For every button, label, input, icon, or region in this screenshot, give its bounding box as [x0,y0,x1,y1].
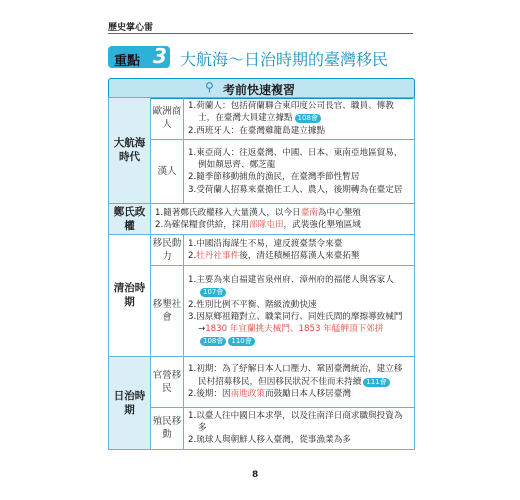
exam-badge: 108會 [295,114,321,123]
list-item: 2.隨季節移動捕魚的漁民，在臺灣季節性暫居 [188,172,360,183]
subcategory-label: 歐洲商人 [152,106,182,131]
list-item: 2.後期：因南進政策而鼓勵日本人移居臺灣 [188,389,351,400]
content-cell [184,98,415,140]
exam-badge: 111會 [363,378,389,387]
list-item: 1.荷蘭人：包括荷蘭聯合東印度公司長官、職員、傳教士，在臺灣大員建立據點 108會 [188,101,394,124]
list-item: 1.隨著鄭氏政權移入大量漢人，以今日臺南為中心墾殖 [155,207,361,218]
era-label: 日治時期 [113,389,146,416]
page-header-title: 歷史掌心雷 [108,23,154,33]
subcategory-cell [151,98,184,140]
list-item: 1.以臺人往中國日本求學，以及往南洋日商求職與投資為多 [188,410,403,434]
list-item: 1.東亞商人：往返臺灣、中國、日本、東南亞地區貿易，例如顏思齊、鄭芝龍 [188,147,403,171]
header-divider [108,33,413,34]
content-cell [151,203,415,234]
section-title: 大航海～日治時期的臺灣移民 [180,50,389,69]
review-banner [108,78,415,99]
subcategory-cell [151,407,184,449]
table-row [109,265,415,356]
focus-label: 重點 [114,54,141,69]
table-row [109,139,415,203]
list-item: 2.琉球人與朝鮮人移入臺灣，從事漁業為多 [188,435,351,446]
table-row [109,234,415,265]
table-row [109,98,415,140]
list-item: 1.初期：為了紓解日本人口壓力、鞏固臺灣統治，建立移民村招募移民，但因移民狀況不佳而未持續 111會 [188,364,403,387]
content-cell [184,265,415,356]
subcategory-label: 移民動力 [152,237,182,262]
exam-badge: 108會 [200,337,226,346]
era-cell [109,356,151,449]
table-row [109,407,415,449]
list-item-detail: →1830 年宜蘭挑夫械鬥、1853 年艋舺頂下郊拼108會 110會 [198,324,384,346]
page-number: 8 [252,470,259,480]
focus-heading [108,44,408,74]
list-item: 2.西班牙人：在臺灣雞籠島建立據點 [188,125,326,136]
content-cell [184,234,415,265]
era-label: 清治時期 [113,282,146,309]
list-item: 1.中國沿海謀生不易，違反渡臺禁令來臺 [188,238,343,249]
subcategory-cell [151,356,184,407]
subcategory-label: 殖民移動 [152,416,182,441]
magnifier-icon: ⚲ [205,80,214,94]
subcategory-label: 官營移民 [152,369,182,394]
exam-badge: 110會 [228,337,254,346]
content-cell [184,356,415,407]
content-cell [184,139,415,203]
table-row [109,356,415,407]
subcategory-cell [151,265,184,356]
era-label: 鄭氏政權 [113,205,146,232]
content-cell [184,407,415,449]
review-table [108,97,415,450]
subcategory-cell [151,234,184,265]
list-item: 1.主要為來自福建省泉州府、漳州府的福佬人與客家人107會 [188,275,394,297]
list-item: 3.受荷蘭人招募來臺擔任工人、農人，後期轉為在臺定居 [188,184,403,195]
era-cell [109,203,151,234]
era-cell [109,98,151,204]
exam-badge: 107會 [200,288,226,297]
list-item: 2.牡丹社事件後，清廷積極招募漢人來臺拓墾 [188,250,360,261]
table-row [109,203,415,234]
subcategory-label: 漢人 [157,165,177,177]
focus-number: 3 [153,44,167,68]
list-item: 2.為確保糧食供給，採用部隊屯田，武裝強化墾殖區域 [155,219,361,230]
era-cell [109,234,151,356]
subcategory-cell [151,139,184,203]
review-title: 考前快速複習 [223,83,296,97]
list-item: 2.性別比例不平衡、階級流動快速 [188,299,317,310]
subcategory-label: 移墾社會 [152,298,182,323]
era-label: 大航海時代 [113,137,146,164]
list-item: 3.因原鄉祖籍對立、職業同行、同姓氏間的摩擦導致械鬥 [188,311,403,322]
